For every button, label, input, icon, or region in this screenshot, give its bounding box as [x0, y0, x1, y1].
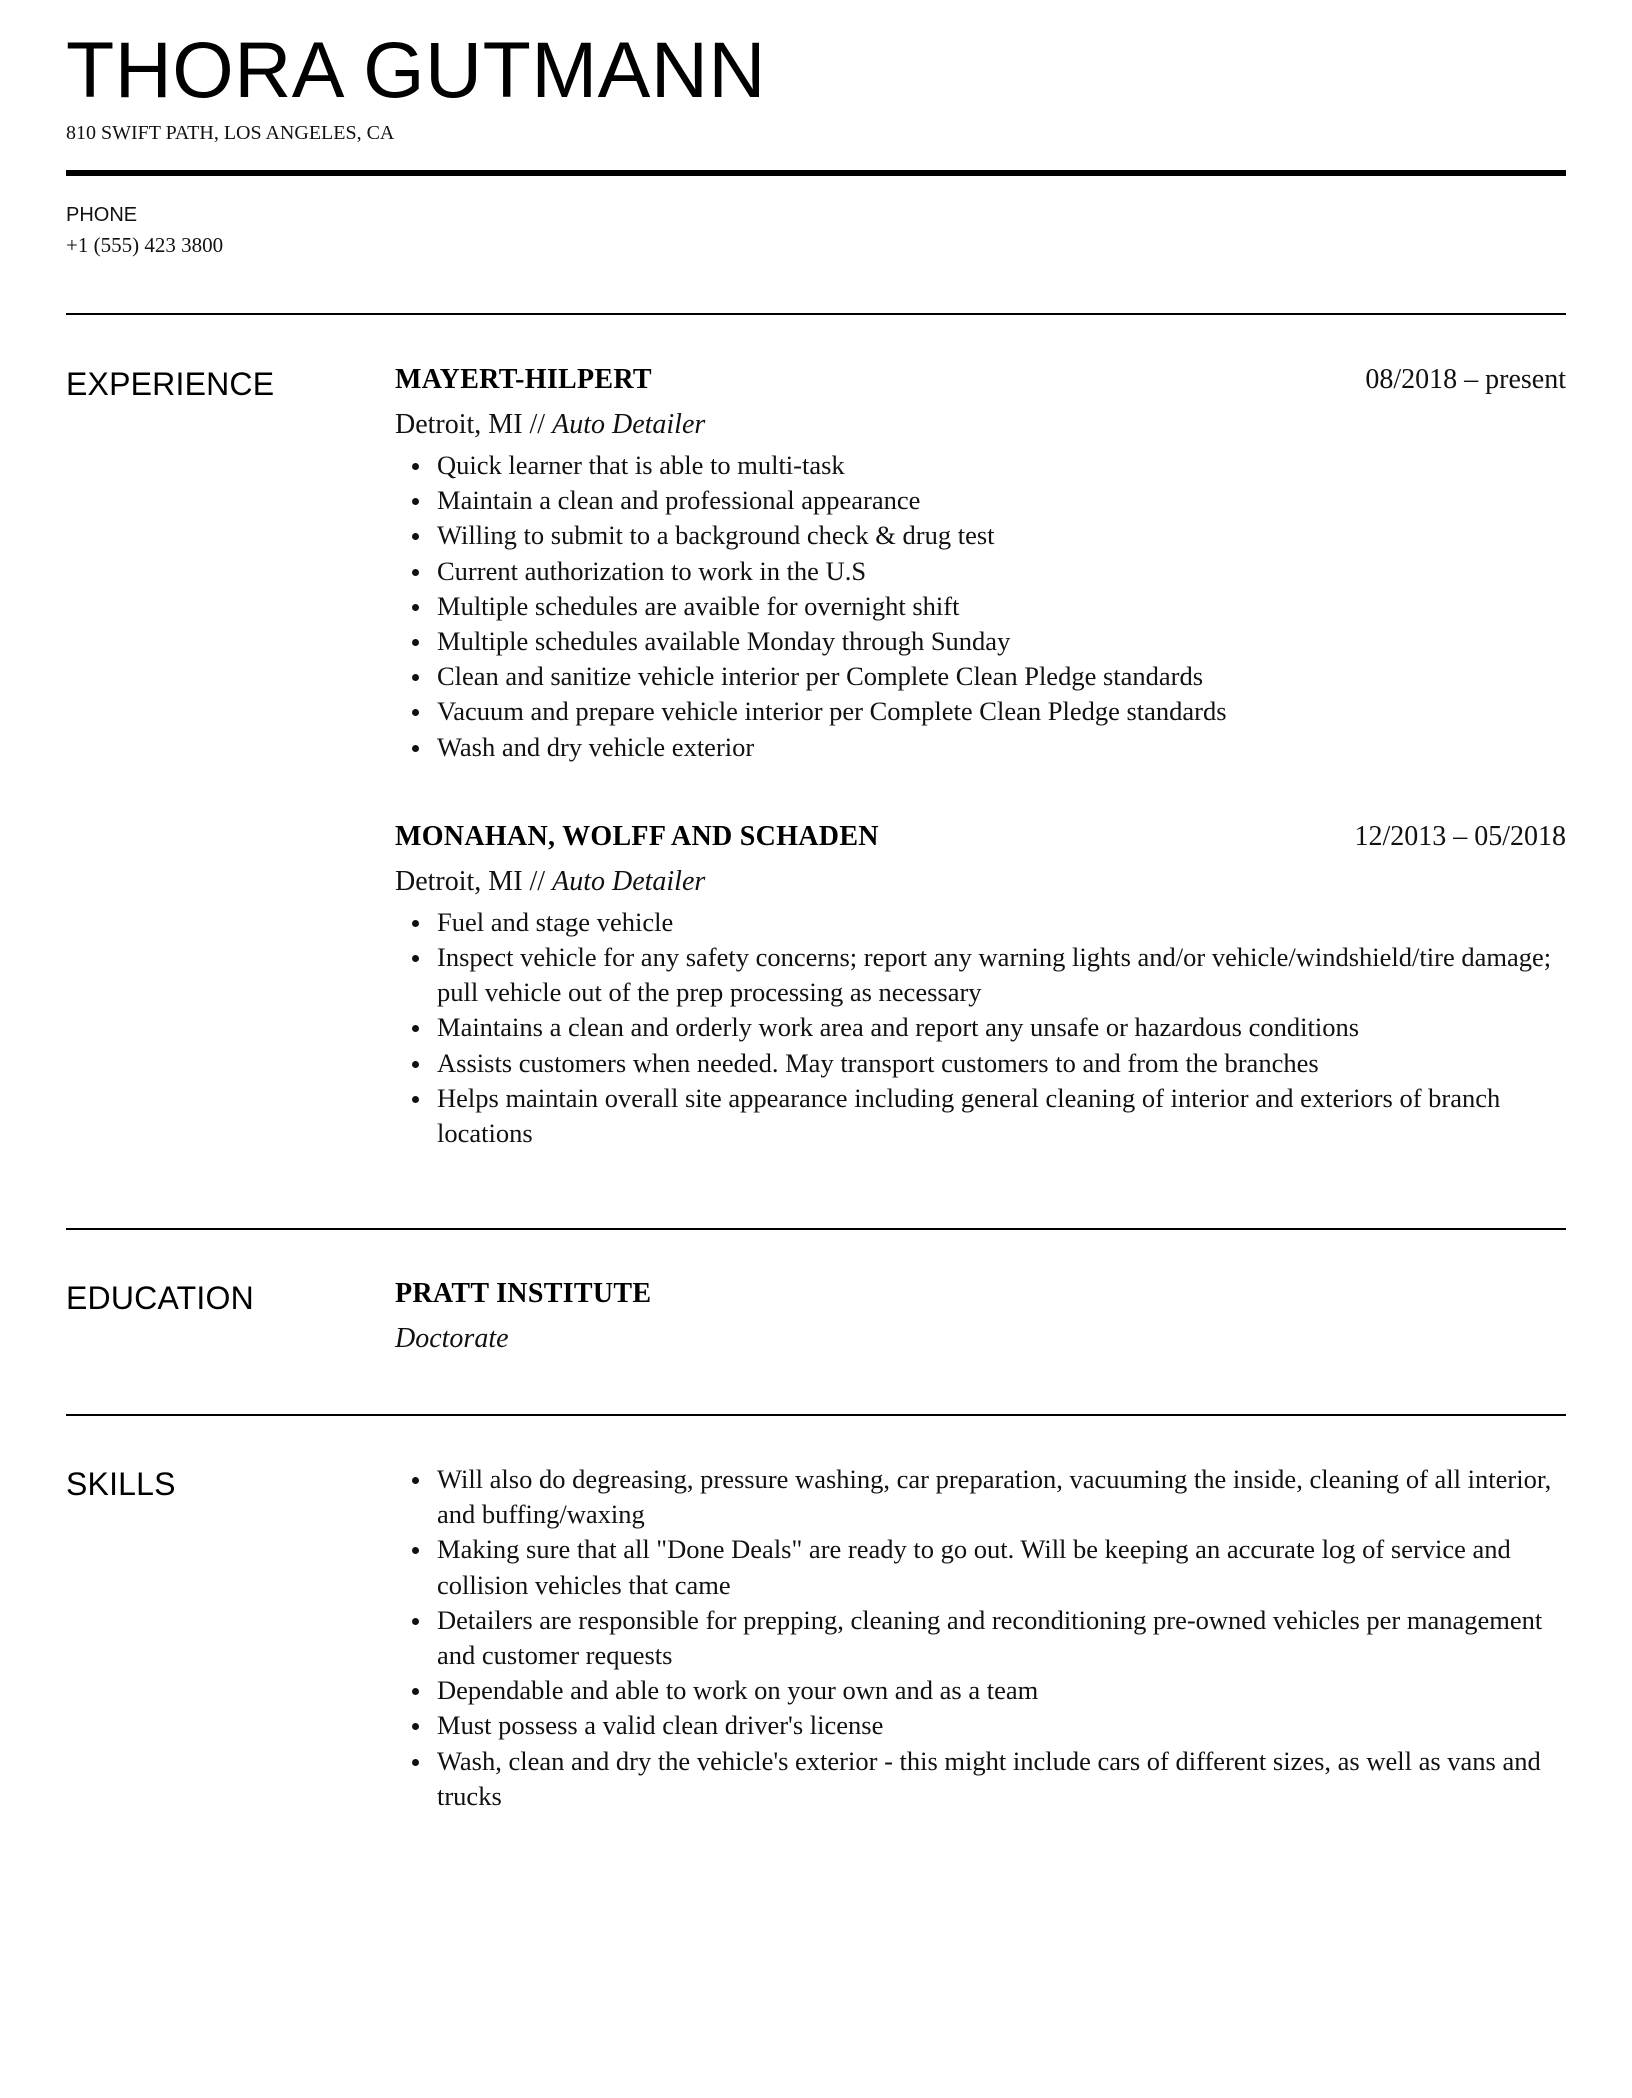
job-header: [395, 821, 1566, 861]
list-item: Making sure that all "Done Deals" are ready to go out. Will be keeping an accurate log of service and collision vehicles that came: [395, 1532, 1566, 1602]
list-item: Current authorization to work in the U.S: [395, 554, 1566, 589]
list-item: Maintain a clean and professional appearance: [395, 483, 1566, 518]
list-item: Wash, clean and dry the vehicle's exterior - this might include cars of different sizes, as well as vans and trucks: [395, 1744, 1566, 1814]
list-item: Quick learner that is able to multi-task: [395, 448, 1566, 483]
address: 810 SWIFT PATH, LOS ANGELES, CA: [66, 122, 395, 144]
section-divider: [66, 1228, 1566, 1230]
list-item: Assists customers when needed. May transport customers to and from the branches: [395, 1046, 1566, 1081]
education-content: [395, 1278, 1566, 1360]
list-item: Wash and dry vehicle exterior: [395, 730, 1566, 765]
list-item: Will also do degreasing, pressure washing, car preparation, vacuuming the inside, cleaning of all interior, and buffing/waxing: [395, 1462, 1566, 1532]
job-separator: //: [522, 865, 553, 897]
job-entry: [395, 821, 1566, 1151]
list-item: Multiple schedules are avaible for overnight shift: [395, 589, 1566, 624]
job-dates: 08/2018 – present: [1365, 364, 1566, 395]
job-bullets: [395, 448, 1566, 765]
job-location: Detroit, MI: [395, 865, 523, 897]
job-subtitle: [395, 861, 1566, 903]
list-item: Vacuum and prepare vehicle interior per Complete Clean Pledge standards: [395, 694, 1566, 729]
section-divider: [66, 313, 1566, 315]
job-entry: [395, 364, 1566, 765]
job-subtitle: [395, 404, 1566, 446]
list-item: Fuel and stage vehicle: [395, 905, 1566, 940]
skills-heading: SKILLS: [66, 1466, 176, 1502]
phone-value: +1 (555) 423 3800: [66, 233, 224, 257]
list-item: Must possess a valid clean driver's license: [395, 1708, 1566, 1743]
job-separator: //: [522, 409, 553, 440]
experience-content: [395, 364, 1566, 1151]
job-title: Auto Detailer: [552, 409, 706, 440]
skills-list: [395, 1462, 1566, 1814]
company-name: MONAHAN, WOLFF AND SCHADEN: [395, 820, 879, 852]
skills-content: [395, 1462, 1566, 1814]
list-item: Helps maintain overall site appearance including general cleaning of interior and exteriors of branch locations: [395, 1081, 1566, 1151]
experience-heading: EXPERIENCE: [66, 366, 275, 402]
company-name: MAYERT-HILPERT: [395, 364, 652, 395]
education-heading: EDUCATION: [66, 1280, 254, 1316]
degree: Doctorate: [395, 1323, 509, 1354]
list-item: Willing to submit to a background check & drug test: [395, 518, 1566, 553]
job-title: Auto Detailer: [552, 865, 706, 897]
job-header: [395, 364, 1566, 404]
school-name: PRATT INSTITUTE: [395, 1278, 652, 1309]
list-item: Clean and sanitize vehicle interior per Complete Clean Pledge standards: [395, 659, 1566, 694]
job-dates: 12/2013 – 05/2018: [1354, 820, 1566, 852]
phone-label: PHONE: [66, 204, 138, 226]
list-item: Multiple schedules available Monday through Sunday: [395, 624, 1566, 659]
job-bullets: [395, 905, 1566, 1151]
list-item: Dependable and able to work on your own and as a team: [395, 1673, 1566, 1708]
list-item: Maintains a clean and orderly work area and report any unsafe or hazardous conditions: [395, 1010, 1566, 1045]
candidate-name: THORA GUTMANN: [66, 25, 766, 114]
list-item: Inspect vehicle for any safety concerns; report any warning lights and/or vehicle/windshield/tire damage; pull vehicle out of the prep processing as necessary: [395, 940, 1566, 1010]
header-divider: [66, 170, 1566, 176]
section-divider: [66, 1414, 1566, 1416]
job-location: Detroit, MI: [395, 409, 523, 440]
list-item: Detailers are responsible for prepping, cleaning and reconditioning pre-owned vehicles per management and customer requests: [395, 1603, 1566, 1673]
